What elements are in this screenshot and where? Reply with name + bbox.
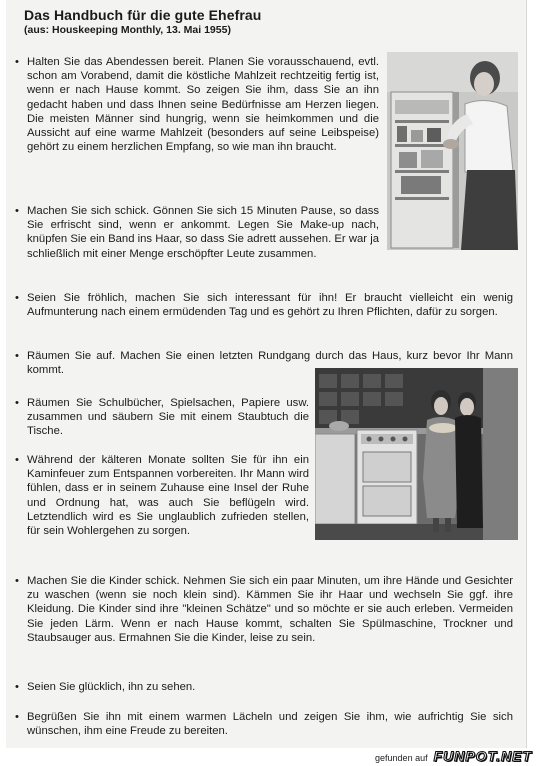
bullet-marker: • [15,397,19,409]
bullet-text: Räumen Sie Schulbücher, Spielsachen, Papiere usw. zusammen und säubern Sie mit einem Staubtuch die Tische. [27,397,309,438]
footer-found-on: gefunden auf [375,753,428,763]
document-subtitle: (aus: Houskeeping Monthly, 13. Mai 1955) [24,24,231,36]
bullet-text: Halten Sie das Abendessen bereit. Planen Sie vorausschauend, evtl. schon am Vorabend, damit die köstliche Mahlzeit rechtzeitig fertig ist, wenn er nach Hause kommt. So zeigen Sie ihm, dass Sie an ihn gedacht haben und dass Ihnen seine Bedürfnisse am Herzen liegen. Die meisten Männer sind hungrig, wenn sie heimkommen und die Aussicht auf eine warme Mahlzeit (besonders auf seine Leibspeise) gehört zu einem herzlichen Empfang, so wie man ihn braucht. [27,56,379,154]
bullet-item [15,396,309,439]
bullet-text: Räumen Sie auf. Machen Sie einen letzten Rundgang durch das Haus, kurz bevor Ihr Mann kommt. [27,350,513,377]
bullet-marker: • [15,350,19,362]
bullet-text: Während der kälteren Monate sollten Sie für ihn ein Kaminfeuer zum Entspannen vorbereiten. Ihr Mann wird fühlen, dass er in seinem Zuhause eine Insel der Ruhe und Ordnung hat, was auch Sie beflügeln wird. Letztendlich wird es Sie unglaublich zufrieden stellen, für sein Wohlergehen zu sorgen. [27,454,309,538]
photo-woman-refrigerator [387,52,518,250]
bullet-marker: • [15,575,19,587]
bullet-marker: • [15,205,19,217]
bullet-item [15,453,309,538]
bullet-item [15,710,513,738]
funpot-logo[interactable]: FUNPOT.NET [433,748,532,764]
bullet-item [15,574,513,645]
bullet-marker: • [15,454,19,466]
document-title: Das Handbuch für die gute Ehefrau [24,7,262,23]
document-page [6,0,527,748]
footer-credit [375,748,532,764]
bullet-text: Machen Sie sich schick. Gönnen Sie sich 15 Minuten Pause, so dass Sie erfrischt sind, wenn er ankommt. Legen Sie Make-up nach, knüpfen Sie ein Band ins Haar, so dass Sie adrett aussehen. Er war ja schließlich mit einer Menge erschöpfter Leute zusammen. [27,205,379,260]
photo-couple-kitchen-illustration [315,368,518,540]
bullet-item [15,204,379,261]
bullet-marker: • [15,292,19,304]
bullet-text: Machen Sie die Kinder schick. Nehmen Sie sich ein paar Minuten, um ihre Hände und Gesichter zu waschen (wenn sie noch klein sind). Kämmen Sie ihr Haar und wechseln Sie ggf. ihre Kleidung. Die Kinder sind ihre "kleinen Schätze" und so möchte er sie auch erleben. Vermeiden Sie jeden Lärm. Wenn er nach Hause kommt, schalten Sie Spülmaschine, Trockner und Staubsauger aus. Ermahnen Sie die Kinder, leise zu sein. [27,575,513,644]
bullet-marker: • [15,56,19,68]
bullet-item [15,680,513,694]
bullet-text: Seien Sie glücklich, ihn zu sehen. [27,681,196,693]
bullet-item [15,291,513,319]
photo-woman-refrigerator-illustration [387,52,518,250]
bullet-text: Seien Sie fröhlich, machen Sie sich interessant für ihn! Er braucht vielleicht ein wenig Aufmunterung nach einem ermüdenden Tag und es gehört zu Ihren Pflichten, dafür zu sorgen. [27,292,513,319]
bullet-text: Begrüßen Sie ihn mit einem warmen Lächeln und zeigen Sie ihm, wie aufrichtig Sie sich wünschen, ihm eine Freude zu bereiten. [27,711,513,738]
bullet-marker: • [15,711,19,723]
photo-couple-kitchen [315,368,518,540]
bullet-marker: • [15,681,19,693]
bullet-item [15,55,379,154]
